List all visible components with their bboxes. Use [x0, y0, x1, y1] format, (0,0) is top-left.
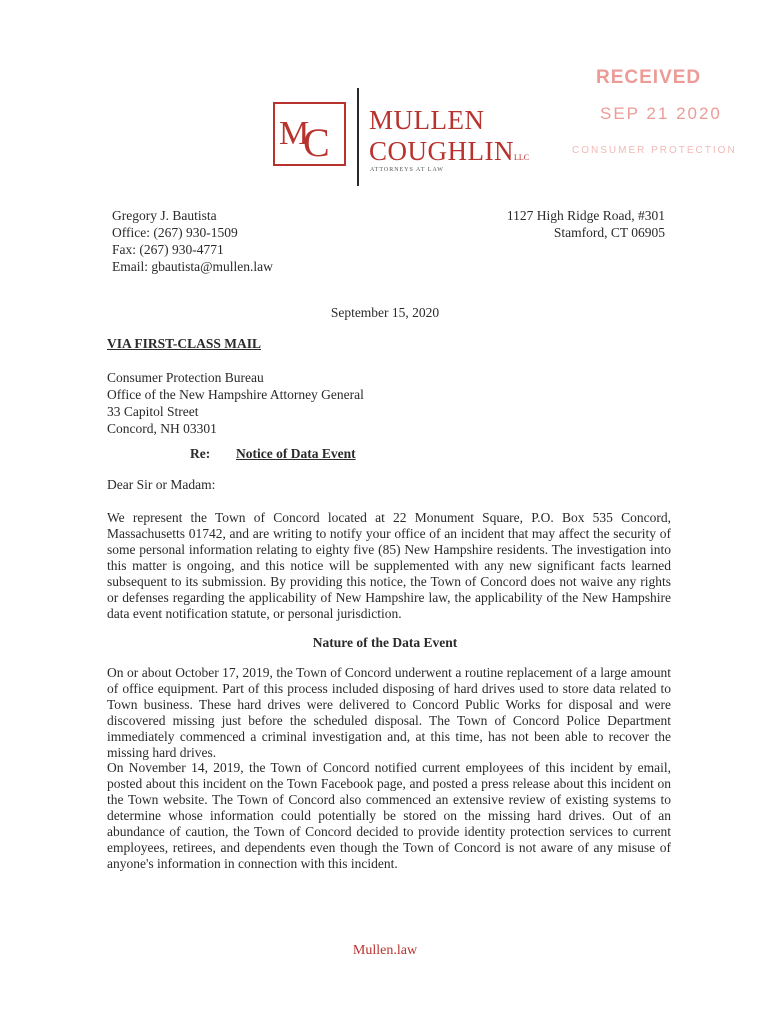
- delivery-method: VIA FIRST-CLASS MAIL: [107, 336, 262, 351]
- received-stamp-word: RECEIVED: [596, 67, 702, 88]
- mc-monogram-icon: [275, 104, 344, 164]
- salutation: Dear Sir or Madam:: [107, 477, 216, 492]
- firm-logo: [273, 102, 346, 166]
- sender-office-phone: Office: (267) 930-1509: [112, 225, 238, 240]
- body-paragraph-1: We represent the Town of Concord located at 22 Monument Square, P.O. Box 535 Concord, Massachusetts 01742, and are writing to notify your office of an incident that may affect the security of some personal information relating to eighty five (85) New Hampshire residents. The investigation into this matter is ongoing, and this notice will be supplemented with any new significant facts learned subsequent to its submission. By providing this notice, the Town of Concord does not waive any rights or defenses regarding the applicability of New Hampshire law, the applicability of the New Hampshire data event notification statute, or personal jurisdiction.: [107, 510, 671, 621]
- recipient-line2: Office of the New Hampshire Attorney General: [107, 387, 364, 402]
- footer-website: Mullen.law: [352, 943, 418, 958]
- sender-fax: Fax: (267) 930-4771: [112, 242, 224, 257]
- sender-email: Email: gbautista@mullen.law: [112, 259, 273, 274]
- firm-address-line1: 1127 High Ridge Road, #301: [506, 208, 665, 223]
- re-subject: Notice of Data Event: [236, 446, 356, 461]
- body-paragraph-3: On November 14, 2019, the Town of Concord notified current employees of this incident by email, posted about this incident on the Town Facebook page, and posted a press release about this incident on the Town website. The Town of Concord also commenced an extensive review of existing systems to determine whose information could potentially be stored on the missing hard drives. Out of an abundance of caution, the Town of Concord decided to provide identity protection services to current employees, retirees, and dependents even though the Town of Concord is not aware of any misuse of anyone's information in connection with this incident.: [107, 760, 671, 871]
- letterhead-divider: [357, 88, 359, 186]
- firm-name-line2: COUGHLINLLC: [369, 136, 530, 166]
- sender-block: [112, 207, 273, 275]
- re-label: Re:: [190, 446, 211, 461]
- body-paragraph-2: On or about October 17, 2019, the Town of Concord underwent a routine replacement of a large amount of office equipment. Part of this process included disposing of hard drives used to store data related to Town business. These hard drives were delivered to Concord Public Works for disposal and were discovered missing just before the scheduled disposal. The Town of Concord Police Department immediately commenced a criminal investigation and, at this time, has not been able to recover the missing hard drives.: [107, 665, 671, 760]
- received-stamp-office: CONSUMER PROTECTION: [572, 145, 737, 156]
- firm-address-line2: Stamford, CT 06905: [553, 225, 665, 240]
- sender-name: Gregory J. Bautista: [112, 208, 217, 223]
- section-heading: Nature of the Data Event: [312, 635, 458, 650]
- recipient-line4: Concord, NH 03301: [107, 421, 217, 436]
- letter-date: September 15, 2020: [330, 305, 440, 320]
- firm-address: [507, 207, 665, 241]
- recipient-block: [107, 369, 364, 437]
- received-stamp-date: SEP 21 2020: [600, 104, 722, 123]
- svg-text:C: C: [303, 120, 330, 164]
- recipient-line1: Consumer Protection Bureau: [107, 370, 264, 385]
- recipient-line3: 33 Capitol Street: [107, 404, 199, 419]
- firm-subtitle: ATTORNEYS AT LAW: [370, 167, 444, 173]
- firm-suffix: LLC: [514, 153, 530, 162]
- svg-text:M: M: [279, 115, 310, 152]
- firm-name-line1: MULLEN: [369, 105, 485, 135]
